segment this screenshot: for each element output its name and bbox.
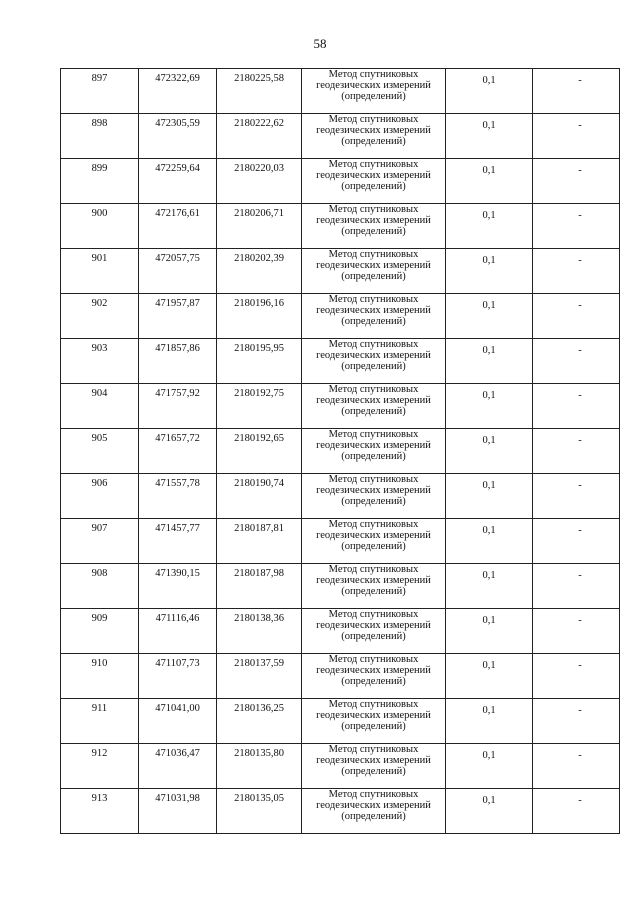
accuracy-value-cell — [446, 519, 533, 564]
method-text-line3: (определений) — [341, 271, 406, 282]
method-text-line3: (определений) — [341, 361, 406, 372]
method-text-line2: геодезических измерений — [316, 530, 431, 541]
accuracy-value-cell — [446, 474, 533, 519]
method-text-line2: геодезических измерений — [316, 710, 431, 721]
method-text-line3: (определений) — [341, 451, 406, 462]
coordinate-y-cell — [217, 159, 302, 204]
method-text-line3: (определений) — [341, 496, 406, 507]
method-cell — [302, 474, 446, 519]
point-number: 910 — [91, 658, 108, 669]
method-text-line3: (определений) — [341, 766, 406, 777]
table-row — [61, 474, 620, 519]
empty-value-dash-cell — [533, 69, 620, 114]
point-number-cell — [61, 69, 139, 114]
coordinate-x: 472176,61 — [155, 208, 200, 219]
coordinate-x-cell — [139, 384, 217, 429]
accuracy-value: 0,1 — [482, 570, 496, 581]
coordinate-y: 2180225,58 — [234, 73, 284, 84]
empty-value-dash-cell — [533, 609, 620, 654]
coordinate-y-cell — [217, 339, 302, 384]
table-row — [61, 519, 620, 564]
method-cell — [302, 609, 446, 654]
coordinate-x: 472259,64 — [155, 163, 200, 174]
accuracy-value: 0,1 — [482, 120, 496, 131]
accuracy-value-cell — [446, 609, 533, 654]
point-number-cell — [61, 384, 139, 429]
method-text-line3: (определений) — [341, 721, 406, 732]
accuracy-value-cell — [446, 384, 533, 429]
empty-value-dash-cell — [533, 249, 620, 294]
point-number: 897 — [91, 73, 108, 84]
empty-value-dash-cell — [533, 294, 620, 339]
empty-value-dash-cell — [533, 114, 620, 159]
empty-value-dash-cell — [533, 474, 620, 519]
coordinate-y-cell — [217, 114, 302, 159]
empty-value-dash-cell — [533, 159, 620, 204]
method-text-line1: Метод спутниковых — [328, 564, 419, 575]
point-number: 899 — [91, 163, 108, 174]
method-text-line2: геодезических измерений — [316, 665, 431, 676]
method-text-line3: (определений) — [341, 406, 406, 417]
method-cell — [302, 744, 446, 789]
empty-value-dash: - — [578, 435, 582, 446]
method-text-line3: (определений) — [341, 91, 406, 102]
empty-value-dash: - — [578, 795, 582, 806]
table-row — [61, 564, 620, 609]
point-number: 911 — [91, 703, 108, 714]
point-number: 903 — [91, 343, 108, 354]
coordinate-x-cell — [139, 564, 217, 609]
empty-value-dash: - — [578, 255, 582, 266]
coordinate-x-cell — [139, 159, 217, 204]
coordinate-y: 2180137,59 — [234, 658, 284, 669]
point-number: 898 — [91, 118, 108, 129]
coordinate-x-cell — [139, 474, 217, 519]
method-text-line2: геодезических измерений — [316, 755, 431, 766]
table-row — [61, 789, 620, 834]
method-text-line3: (определений) — [341, 136, 406, 147]
point-number-cell — [61, 474, 139, 519]
empty-value-dash: - — [578, 615, 582, 626]
method-cell — [302, 564, 446, 609]
empty-value-dash-cell — [533, 204, 620, 249]
method-text-line2: геодезических измерений — [316, 350, 431, 361]
point-number: 901 — [91, 253, 108, 264]
point-number-cell — [61, 564, 139, 609]
table-row — [61, 699, 620, 744]
point-number-cell — [61, 519, 139, 564]
point-number-cell — [61, 699, 139, 744]
method-text-line1: Метод спутниковых — [328, 339, 419, 350]
point-number-cell — [61, 114, 139, 159]
coordinate-y: 2180187,98 — [234, 568, 284, 579]
method-text-line1: Метод спутниковых — [328, 654, 419, 665]
empty-value-dash: - — [578, 525, 582, 536]
point-number-cell — [61, 339, 139, 384]
method-text-line2: геодезических измерений — [316, 575, 431, 586]
method-text-line2: геодезических измерений — [316, 170, 431, 181]
method-text-line1: Метод спутниковых — [328, 69, 419, 80]
table-row — [61, 339, 620, 384]
coordinate-y-cell — [217, 609, 302, 654]
empty-value-dash: - — [578, 210, 582, 221]
coordinate-x: 471957,87 — [155, 298, 200, 309]
method-text-line1: Метод спутниковых — [328, 204, 419, 215]
method-text-line1: Метод спутниковых — [328, 699, 419, 710]
coordinate-y: 2180192,65 — [234, 433, 284, 444]
coordinate-x: 471657,72 — [155, 433, 200, 444]
method-text-line2: геодезических измерений — [316, 260, 431, 271]
method-text-line3: (определений) — [341, 631, 406, 642]
coordinate-y: 2180192,75 — [234, 388, 284, 399]
point-number-cell — [61, 609, 139, 654]
table-row — [61, 429, 620, 474]
coordinate-x-cell — [139, 69, 217, 114]
coordinates-table-body — [61, 69, 620, 834]
empty-value-dash: - — [578, 750, 582, 761]
method-cell — [302, 159, 446, 204]
method-text-line1: Метод спутниковых — [328, 384, 419, 395]
coordinate-y-cell — [217, 789, 302, 834]
coordinate-x-cell — [139, 654, 217, 699]
table-row — [61, 294, 620, 339]
coordinate-x: 472057,75 — [155, 253, 200, 264]
method-cell — [302, 384, 446, 429]
coordinate-x: 471557,78 — [155, 478, 200, 489]
accuracy-value-cell — [446, 429, 533, 474]
empty-value-dash: - — [578, 705, 582, 716]
page-number: 58 — [313, 36, 327, 51]
coordinate-x-cell — [139, 789, 217, 834]
empty-value-dash: - — [578, 300, 582, 311]
method-text-line2: геодезических измерений — [316, 485, 431, 496]
accuracy-value-cell — [446, 789, 533, 834]
coordinate-y-cell — [217, 429, 302, 474]
accuracy-value: 0,1 — [482, 75, 496, 86]
accuracy-value: 0,1 — [482, 255, 496, 266]
accuracy-value: 0,1 — [482, 480, 496, 491]
coordinate-x-cell — [139, 609, 217, 654]
method-cell — [302, 429, 446, 474]
method-text-line1: Метод спутниковых — [328, 519, 419, 530]
coordinate-x-cell — [139, 249, 217, 294]
coordinate-y-cell — [217, 474, 302, 519]
accuracy-value: 0,1 — [482, 165, 496, 176]
method-text-line3: (определений) — [341, 811, 406, 822]
point-number: 908 — [91, 568, 108, 579]
method-text-line1: Метод спутниковых — [328, 114, 419, 125]
accuracy-value-cell — [446, 69, 533, 114]
empty-value-dash-cell — [533, 339, 620, 384]
empty-value-dash: - — [578, 120, 582, 131]
point-number: 913 — [91, 793, 108, 804]
accuracy-value-cell — [446, 159, 533, 204]
empty-value-dash-cell — [533, 384, 620, 429]
method-text-line2: геодезических измерений — [316, 125, 431, 136]
point-number: 905 — [91, 433, 108, 444]
accuracy-value: 0,1 — [482, 750, 496, 761]
coordinate-x: 472305,59 — [155, 118, 200, 129]
coordinate-x-cell — [139, 339, 217, 384]
method-text-line1: Метод спутниковых — [328, 474, 419, 485]
accuracy-value-cell — [446, 114, 533, 159]
accuracy-value: 0,1 — [482, 615, 496, 626]
coordinate-x: 471857,86 — [155, 343, 200, 354]
coordinate-x-cell — [139, 744, 217, 789]
table-row — [61, 204, 620, 249]
point-number-cell — [61, 654, 139, 699]
coordinate-y-cell — [217, 654, 302, 699]
accuracy-value: 0,1 — [482, 795, 496, 806]
method-text-line1: Метод спутниковых — [328, 429, 419, 440]
method-text-line1: Метод спутниковых — [328, 159, 419, 170]
coordinate-x-cell — [139, 114, 217, 159]
coordinate-x-cell — [139, 204, 217, 249]
coordinate-y: 2180187,81 — [234, 523, 284, 534]
method-cell — [302, 519, 446, 564]
point-number: 902 — [91, 298, 108, 309]
empty-value-dash: - — [578, 390, 582, 401]
point-number-cell — [61, 249, 139, 294]
method-text-line3: (определений) — [341, 676, 406, 687]
empty-value-dash: - — [578, 660, 582, 671]
coordinate-y-cell — [217, 294, 302, 339]
point-number: 912 — [91, 748, 108, 759]
accuracy-value: 0,1 — [482, 705, 496, 716]
coordinate-y: 2180190,74 — [234, 478, 284, 489]
empty-value-dash: - — [578, 480, 582, 491]
empty-value-dash: - — [578, 75, 582, 86]
coordinate-y: 2180222,62 — [234, 118, 284, 129]
empty-value-dash-cell — [533, 744, 620, 789]
table-row — [61, 249, 620, 294]
table-row — [61, 609, 620, 654]
coordinate-y-cell — [217, 699, 302, 744]
method-text-line2: геодезических измерений — [316, 215, 431, 226]
method-cell — [302, 654, 446, 699]
coordinate-y: 2180136,25 — [234, 703, 284, 714]
accuracy-value: 0,1 — [482, 390, 496, 401]
coordinate-y: 2180135,05 — [234, 793, 284, 804]
coordinate-y: 2180195,95 — [234, 343, 284, 354]
coordinate-y-cell — [217, 564, 302, 609]
method-text-line2: геодезических измерений — [316, 440, 431, 451]
method-text-line2: геодезических измерений — [316, 305, 431, 316]
method-text-line2: геодезических измерений — [316, 80, 431, 91]
table-row — [61, 744, 620, 789]
empty-value-dash: - — [578, 345, 582, 356]
accuracy-value: 0,1 — [482, 210, 496, 221]
point-number: 900 — [91, 208, 108, 219]
coordinate-x-cell — [139, 699, 217, 744]
coordinate-y-cell — [217, 519, 302, 564]
method-text-line2: геодезических измерений — [316, 395, 431, 406]
method-text-line3: (определений) — [341, 316, 406, 327]
coordinate-y: 2180220,03 — [234, 163, 284, 174]
empty-value-dash-cell — [533, 699, 620, 744]
empty-value-dash-cell — [533, 654, 620, 699]
method-cell — [302, 69, 446, 114]
accuracy-value-cell — [446, 654, 533, 699]
coordinate-y-cell — [217, 69, 302, 114]
method-text-line1: Метод спутниковых — [328, 249, 419, 260]
point-number: 909 — [91, 613, 108, 624]
coordinate-x: 471116,46 — [155, 613, 200, 624]
point-number-cell — [61, 294, 139, 339]
empty-value-dash-cell — [533, 429, 620, 474]
method-cell — [302, 114, 446, 159]
method-cell — [302, 699, 446, 744]
point-number-cell — [61, 744, 139, 789]
accuracy-value-cell — [446, 294, 533, 339]
coordinate-x-cell — [139, 429, 217, 474]
accuracy-value: 0,1 — [482, 525, 496, 536]
method-cell — [302, 789, 446, 834]
coordinate-x: 472322,69 — [155, 73, 200, 84]
coordinate-x: 471390,15 — [155, 568, 200, 579]
point-number-cell — [61, 789, 139, 834]
method-text-line3: (определений) — [341, 541, 406, 552]
method-text-line3: (определений) — [341, 226, 406, 237]
coordinate-y: 2180135,80 — [234, 748, 284, 759]
empty-value-dash-cell — [533, 519, 620, 564]
point-number-cell — [61, 204, 139, 249]
accuracy-value: 0,1 — [482, 435, 496, 446]
table-row — [61, 159, 620, 204]
coordinate-x: 471107,73 — [155, 658, 200, 669]
method-cell — [302, 294, 446, 339]
accuracy-value-cell — [446, 339, 533, 384]
point-number: 907 — [91, 523, 108, 534]
method-text-line2: геодезических измерений — [316, 800, 431, 811]
coordinate-x: 471757,92 — [155, 388, 200, 399]
method-text-line3: (определений) — [341, 181, 406, 192]
coordinate-x-cell — [139, 294, 217, 339]
point-number-cell — [61, 159, 139, 204]
table-row — [61, 114, 620, 159]
method-text-line1: Метод спутниковых — [328, 789, 419, 800]
accuracy-value: 0,1 — [482, 660, 496, 671]
coordinate-y: 2180138,36 — [234, 613, 284, 624]
accuracy-value: 0,1 — [482, 300, 496, 311]
coordinate-y-cell — [217, 249, 302, 294]
accuracy-value-cell — [446, 249, 533, 294]
method-text-line1: Метод спутниковых — [328, 609, 419, 620]
method-text-line1: Метод спутниковых — [328, 744, 419, 755]
empty-value-dash-cell — [533, 564, 620, 609]
table-row — [61, 69, 620, 114]
method-text-line2: геодезических измерений — [316, 620, 431, 631]
accuracy-value-cell — [446, 564, 533, 609]
accuracy-value: 0,1 — [482, 345, 496, 356]
coordinate-x: 471457,77 — [155, 523, 200, 534]
method-text-line1: Метод спутниковых — [328, 294, 419, 305]
method-cell — [302, 249, 446, 294]
coordinate-x: 471036,47 — [155, 748, 200, 759]
point-number-cell — [61, 429, 139, 474]
table-row — [61, 654, 620, 699]
point-number: 904 — [91, 388, 108, 399]
method-text-line3: (определений) — [341, 586, 406, 597]
coordinate-y: 2180196,16 — [234, 298, 284, 309]
coordinate-y-cell — [217, 744, 302, 789]
table-row — [61, 384, 620, 429]
accuracy-value-cell — [446, 699, 533, 744]
empty-value-dash: - — [578, 165, 582, 176]
method-cell — [302, 339, 446, 384]
coordinate-y: 2180206,71 — [234, 208, 284, 219]
accuracy-value-cell — [446, 204, 533, 249]
coordinates-table — [60, 68, 620, 834]
coordinate-y-cell — [217, 384, 302, 429]
coordinate-x: 471041,00 — [155, 703, 200, 714]
empty-value-dash-cell — [533, 789, 620, 834]
empty-value-dash: - — [578, 570, 582, 581]
coordinate-y-cell — [217, 204, 302, 249]
method-cell — [302, 204, 446, 249]
coordinate-y: 2180202,39 — [234, 253, 284, 264]
accuracy-value-cell — [446, 744, 533, 789]
coordinate-x: 471031,98 — [155, 793, 200, 804]
point-number: 906 — [91, 478, 108, 489]
coordinate-x-cell — [139, 519, 217, 564]
